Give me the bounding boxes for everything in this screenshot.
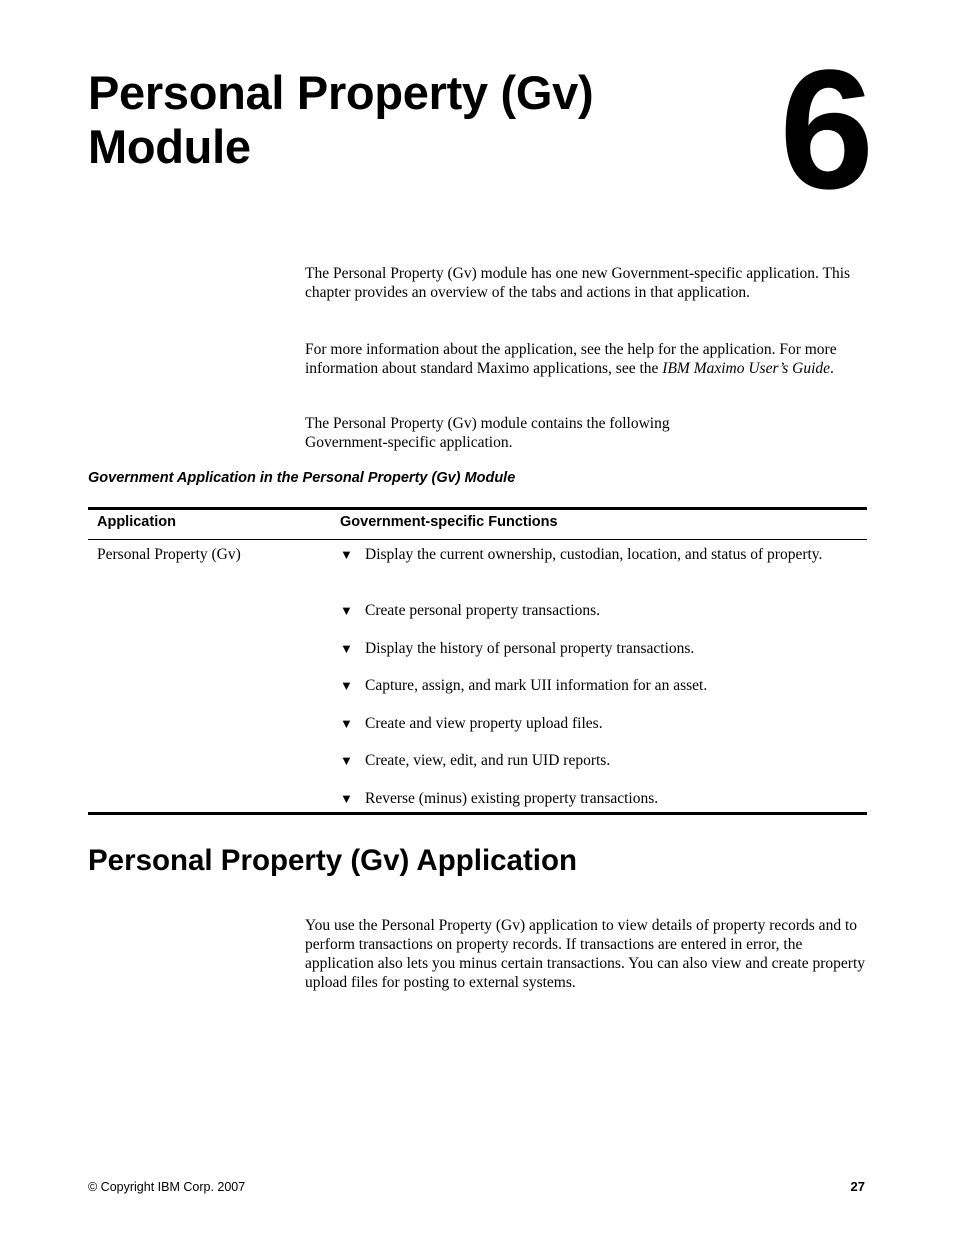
intro-paragraph-1: The Personal Property (Gv) module has one new Government-specific application. This chapter provides an overview of the tabs and actions in that application.: [305, 265, 851, 301]
function-item: [340, 545, 840, 583]
triangle-down-bullet-icon: ▼: [340, 547, 353, 562]
functions-list: [340, 545, 840, 808]
intro-paragraph-3: The Personal Property (Gv) module contains the following Government-specific application.: [305, 415, 670, 451]
function-item: [340, 639, 840, 658]
section-title: Personal Property (Gv) Application: [88, 844, 578, 877]
triangle-down-bullet-icon: ▼: [340, 603, 353, 618]
table-header-functions: Government-specific Functions: [340, 514, 558, 530]
intro-paragraph-2-text: For more information about the application, see the help for the application. For more information about standard Maximo applications, see the: [305, 341, 837, 377]
table-cell-application: Personal Property (Gv): [97, 546, 241, 563]
function-text: Reverse (minus) existing property transactions.: [365, 789, 659, 807]
footer-copyright: © Copyright IBM Corp. 2007: [88, 1180, 246, 1194]
triangle-down-bullet-icon: ▼: [340, 790, 353, 806]
table-header-application: Application: [97, 514, 176, 530]
function-item: [340, 601, 840, 620]
intro-paragraph-2-end: .: [830, 360, 834, 377]
table-bottom-rule: [88, 812, 867, 815]
table-top-rule: [88, 507, 867, 510]
chapter-number: 6: [779, 35, 870, 225]
function-text: Display the current ownership, custodian, location, and status of property.: [365, 546, 823, 563]
chapter-title-line2: Module: [88, 120, 251, 173]
triangle-down-bullet-icon: ▼: [340, 715, 353, 731]
guide-reference: IBM Maximo User’s Guide: [662, 360, 831, 377]
triangle-down-bullet-icon: ▼: [340, 640, 353, 656]
page-number: 27: [850, 1179, 865, 1194]
function-text: Capture, assign, and mark UII information for an asset.: [365, 677, 708, 694]
function-text: Create, view, edit, and run UID reports.: [365, 752, 611, 769]
section-paragraph: You use the Personal Property (Gv) application to view details of property records and to perform transactions on property records. If transactions are entered in error, the application also lets you minus certain transactions. You can also view and create property upload files for posting to external systems.: [305, 917, 865, 991]
chapter-title: [88, 66, 708, 174]
intro-paragraph-2: [305, 340, 865, 378]
function-text: Create and view property upload files.: [365, 714, 603, 732]
table-caption: Government Application in the Personal Property (Gv) Module: [88, 470, 516, 486]
table-header-rule: [88, 539, 867, 540]
chapter-title-line1: Personal Property (Gv): [88, 66, 594, 119]
function-item: [340, 789, 840, 808]
triangle-down-bullet-icon: ▼: [340, 753, 353, 768]
triangle-down-bullet-icon: ▼: [340, 678, 353, 693]
function-item: [340, 676, 840, 695]
function-item: [340, 714, 840, 733]
function-text: Create personal property transactions.: [365, 602, 600, 619]
function-item: [340, 751, 840, 770]
function-text: Display the history of personal property transactions.: [365, 639, 695, 657]
